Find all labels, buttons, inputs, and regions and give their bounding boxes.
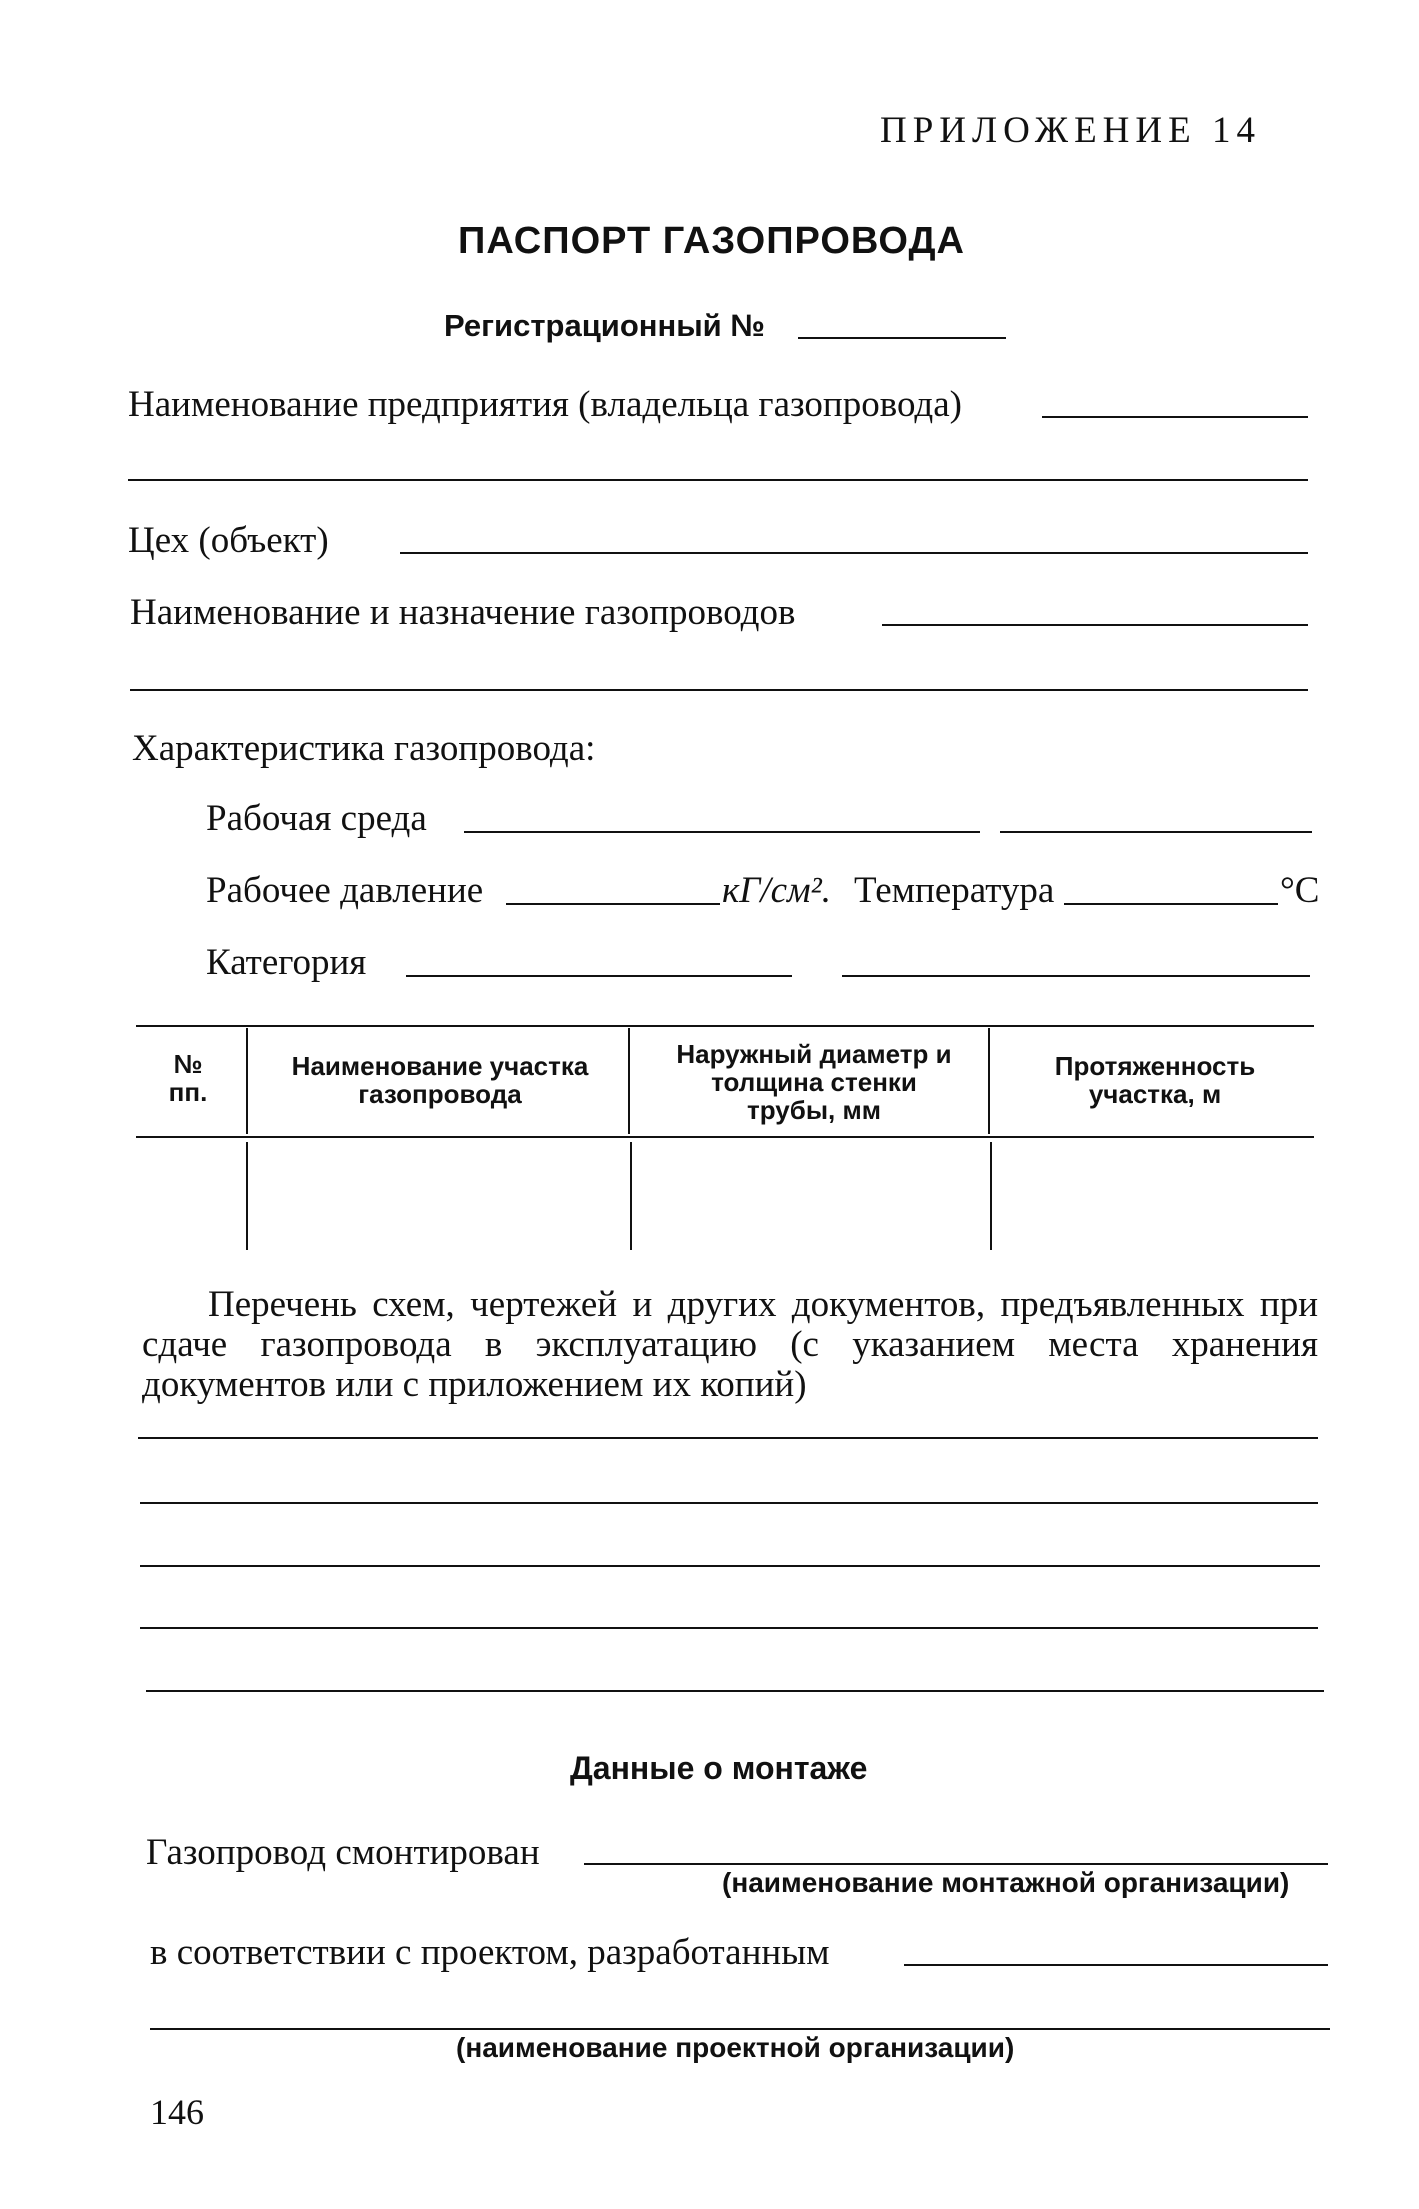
shop-field[interactable] (400, 552, 1308, 554)
table-header-number: № пп. (168, 1049, 208, 1107)
documents-line[interactable] (140, 1502, 1318, 1504)
documents-line[interactable] (140, 1627, 1318, 1629)
table-header-diameter: Наружный диаметр и толщина стенки трубы, мм (676, 1039, 952, 1125)
documents-line[interactable] (138, 1437, 1318, 1439)
category-field-2[interactable] (842, 975, 1310, 977)
table-divider (628, 1028, 630, 1134)
mounted-by-caption: (наименование монтажной организации) (722, 1867, 1290, 1898)
enterprise-field-continuation[interactable] (128, 479, 1308, 481)
table-divider (988, 1028, 990, 1134)
project-caption: (наименование проектной организации) (456, 2032, 1015, 2063)
table-header-section-name: Наименование участка газопровода (291, 1051, 589, 1109)
temperature-unit: °С (1280, 870, 1320, 911)
table-divider (246, 1142, 248, 1250)
project-field-continuation[interactable] (150, 2028, 1330, 2030)
temperature-field[interactable] (1064, 903, 1278, 905)
mounted-by-field[interactable] (584, 1863, 1328, 1865)
category-field[interactable] (406, 975, 792, 977)
table-top-rule (136, 1025, 1314, 1027)
registration-number-field[interactable] (798, 337, 1006, 339)
registration-label: Регистрационный № (444, 308, 765, 343)
working-medium-field[interactable] (464, 831, 980, 833)
table-header-length: Протяженность участка, м (1054, 1051, 1256, 1109)
pressure-unit: кГ/см². (722, 870, 832, 911)
working-medium-label: Рабочая среда (206, 798, 427, 839)
mounted-by-label: Газопровод смонтирован (146, 1832, 540, 1873)
working-medium-field-2[interactable] (1000, 831, 1312, 833)
enterprise-field[interactable] (1042, 416, 1308, 418)
project-label: в соответствии с проектом, разработанным (150, 1932, 830, 1973)
purpose-label: Наименование и назначение газопроводов (130, 592, 796, 633)
project-field[interactable] (904, 1964, 1328, 1966)
table-divider (246, 1028, 248, 1134)
documents-line[interactable] (146, 1690, 1324, 1692)
category-label: Категория (206, 942, 367, 983)
working-pressure-field[interactable] (506, 903, 720, 905)
shop-label: Цех (объект) (128, 520, 329, 561)
page-title: ПАСПОРТ ГАЗОПРОВОДА (458, 220, 965, 262)
documents-paragraph: Перечень схем, чертежей и других документов, предъявленных при сдаче газопровода в эксплуатацию (с указанием места хранения документов или с приложением их копий) (142, 1284, 1318, 1405)
appendix-label: ПРИЛОЖЕНИЕ 14 (880, 110, 1261, 151)
temperature-label: Температура (854, 870, 1055, 911)
enterprise-label: Наименование предприятия (владельца газопровода) (128, 384, 962, 425)
documents-line[interactable] (140, 1565, 1320, 1567)
page-number: 146 (150, 2092, 204, 2132)
working-pressure-label: Рабочее давление (206, 870, 484, 911)
characteristics-heading: Характеристика газопровода: (132, 728, 596, 769)
table-divider (630, 1142, 632, 1250)
installation-heading: Данные о монтаже (570, 1750, 868, 1786)
table-divider (990, 1142, 992, 1250)
purpose-field-continuation[interactable] (130, 689, 1308, 691)
table-header-rule (136, 1136, 1314, 1138)
purpose-field[interactable] (882, 624, 1308, 626)
